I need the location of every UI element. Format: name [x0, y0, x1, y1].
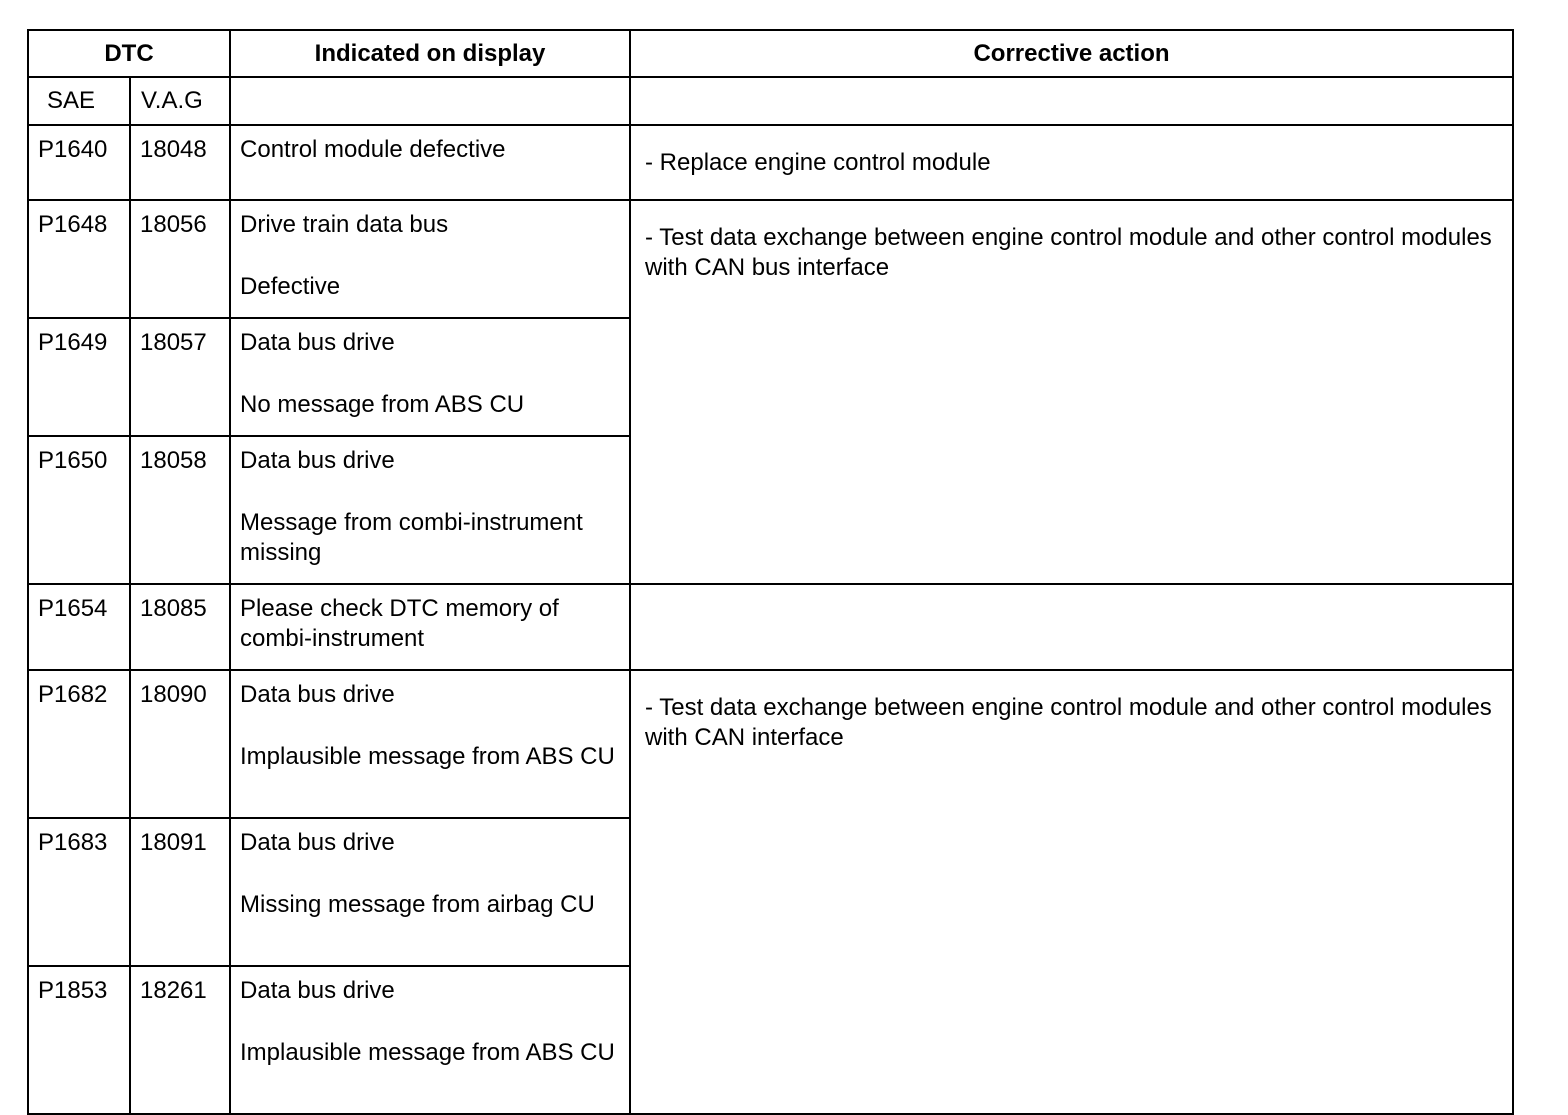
- sae-code: P1649: [28, 318, 130, 436]
- sae-code: P1640: [28, 125, 130, 200]
- vag-code: 18058: [130, 436, 230, 584]
- sae-code: P1853: [28, 966, 130, 1114]
- sae-code: P1654: [28, 584, 130, 670]
- display-line1: Data bus drive: [240, 447, 395, 474]
- corrective-action-text: - Test data exchange between engine control module and other control modules with CAN interface: [645, 694, 1492, 751]
- table-row: [28, 200, 1513, 318]
- dtc-table: [27, 29, 1514, 1115]
- sae-code: P1648: [28, 200, 130, 318]
- corrective-action-text: - Replace engine control module: [645, 148, 991, 176]
- display-line2: Implausible message from ABS CU: [240, 1039, 615, 1066]
- subheader-display-empty: [230, 77, 630, 125]
- subheader-sae: SAE: [28, 77, 130, 125]
- subheader-vag: V.A.G: [130, 77, 230, 125]
- display-text: [230, 966, 630, 1114]
- corrective-action-cell: [630, 125, 1513, 200]
- subheader-action-empty: [630, 77, 1513, 125]
- sae-code: P1682: [28, 670, 130, 818]
- display-line1: Data bus drive: [240, 681, 395, 708]
- display-line2: Message from combi-instrument missing: [240, 509, 583, 566]
- vag-code: 18048: [130, 125, 230, 200]
- display-line1: Data bus drive: [240, 329, 395, 356]
- header-dtc: DTC: [28, 30, 230, 77]
- display-text: [230, 125, 630, 200]
- table-row: [28, 670, 1513, 818]
- display-line2: Missing message from airbag CU: [240, 891, 595, 918]
- display-line2: No message from ABS CU: [240, 391, 525, 418]
- display-line2: Defective: [240, 273, 341, 300]
- display-line1: Data bus drive: [240, 829, 395, 856]
- header-indicated-on-display: Indicated on display: [230, 30, 630, 77]
- display-text: [230, 670, 630, 818]
- corrective-action-cell: [630, 670, 1513, 1114]
- corrective-action-text: - Test data exchange between engine control module and other control modules with CAN bus interface: [645, 224, 1492, 281]
- corrective-action-cell: [630, 200, 1513, 584]
- display-text: [230, 200, 630, 318]
- display-text: [230, 436, 630, 584]
- vag-code: 18056: [130, 200, 230, 318]
- display-line2: Implausible message from ABS CU: [240, 743, 615, 770]
- header-corrective-action: Corrective action: [630, 30, 1513, 77]
- display-line1: Please check DTC memory of combi-instrument: [240, 595, 559, 652]
- sae-code: P1650: [28, 436, 130, 584]
- display-text: [230, 318, 630, 436]
- vag-code: 18261: [130, 966, 230, 1114]
- display-text: [230, 584, 630, 670]
- display-line1: Control module defective: [240, 136, 506, 163]
- vag-code: 18057: [130, 318, 230, 436]
- vag-code: 18091: [130, 818, 230, 966]
- vag-code: 18085: [130, 584, 230, 670]
- display-line1: Data bus drive: [240, 977, 395, 1004]
- sae-code: P1683: [28, 818, 130, 966]
- display-text: [230, 818, 630, 966]
- vag-code: 18090: [130, 670, 230, 818]
- corrective-action-cell: [630, 584, 1513, 670]
- table-row: [28, 584, 1513, 670]
- table-row: [28, 125, 1513, 200]
- display-line1: Drive train data bus: [240, 211, 449, 238]
